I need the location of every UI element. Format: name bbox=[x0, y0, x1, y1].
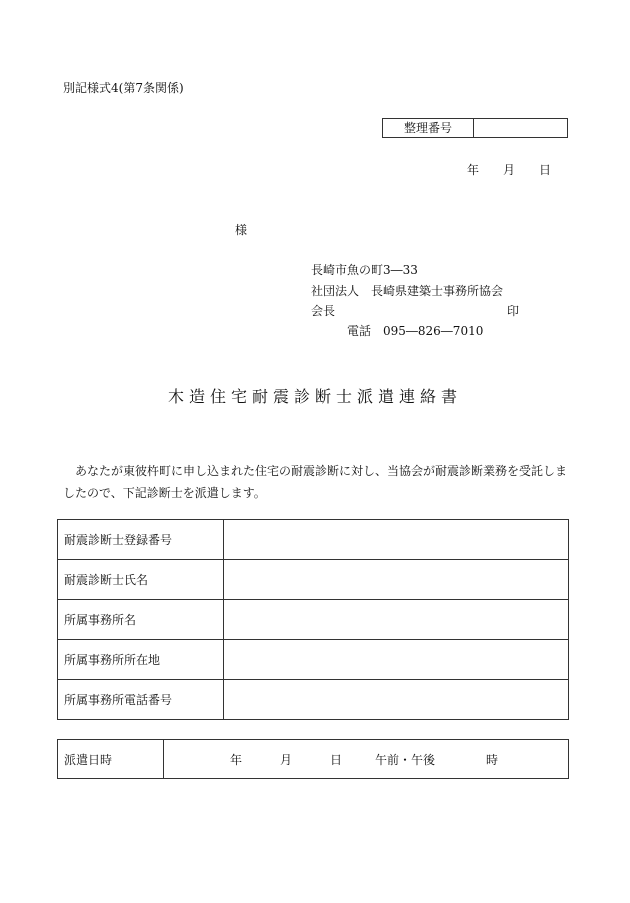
sender-phone: 電話 095―826―7010 bbox=[347, 324, 484, 338]
dispatch-label: 派遣日時 bbox=[58, 740, 164, 779]
dispatch-hour: 時 bbox=[486, 753, 499, 767]
sender-position: 会長 bbox=[311, 304, 336, 318]
table-row bbox=[58, 560, 569, 600]
dispatch-year: 年 bbox=[230, 753, 243, 767]
dispatch-month: 月 bbox=[280, 753, 293, 767]
row-value[interactable] bbox=[224, 560, 569, 600]
table-row bbox=[58, 600, 569, 640]
diagnostician-info-table bbox=[57, 519, 569, 720]
dispatch-datetime-field[interactable] bbox=[164, 740, 569, 779]
issue-date bbox=[467, 162, 551, 178]
seal-mark: 印 bbox=[507, 304, 520, 318]
reference-number-label: 整理番号 bbox=[383, 119, 474, 137]
sender-organization: 社団法人 長崎県建築士事務所協会 bbox=[311, 284, 504, 298]
row-label: 所属事務所所在地 bbox=[58, 640, 224, 680]
table-row bbox=[58, 520, 569, 560]
issue-date-year: 年 bbox=[467, 163, 480, 177]
row-value[interactable] bbox=[224, 640, 569, 680]
reference-number-box bbox=[382, 118, 568, 138]
form-label: 別記様式4(第7条関係) bbox=[63, 81, 184, 95]
reference-number-value[interactable] bbox=[474, 119, 567, 137]
issue-date-day: 日 bbox=[539, 163, 552, 177]
row-value[interactable] bbox=[224, 520, 569, 560]
sender-address: 長崎市魚の町3―33 bbox=[311, 263, 418, 277]
table-row bbox=[58, 680, 569, 720]
document-title: 木造住宅耐震診断士派遣連絡書 bbox=[167, 387, 462, 406]
body-text: あなたが東彼杵町に申し込まれた住宅の耐震診断に対し、当協会が耐震診断業務を受託しましたので、下記診断士を派遣します。 bbox=[63, 464, 568, 500]
row-label: 所属事務所名 bbox=[58, 600, 224, 640]
row-label: 耐震診断士登録番号 bbox=[58, 520, 224, 560]
row-value[interactable] bbox=[224, 600, 569, 640]
dispatch-day: 日 bbox=[330, 753, 343, 767]
dispatch-ampm: 午前・午後 bbox=[375, 753, 436, 767]
row-label: 耐震診断士氏名 bbox=[58, 560, 224, 600]
row-label: 所属事務所電話番号 bbox=[58, 680, 224, 720]
row-value[interactable] bbox=[224, 680, 569, 720]
issue-date-month: 月 bbox=[503, 163, 516, 177]
table-row bbox=[58, 640, 569, 680]
addressee-suffix: 様 bbox=[235, 223, 248, 237]
